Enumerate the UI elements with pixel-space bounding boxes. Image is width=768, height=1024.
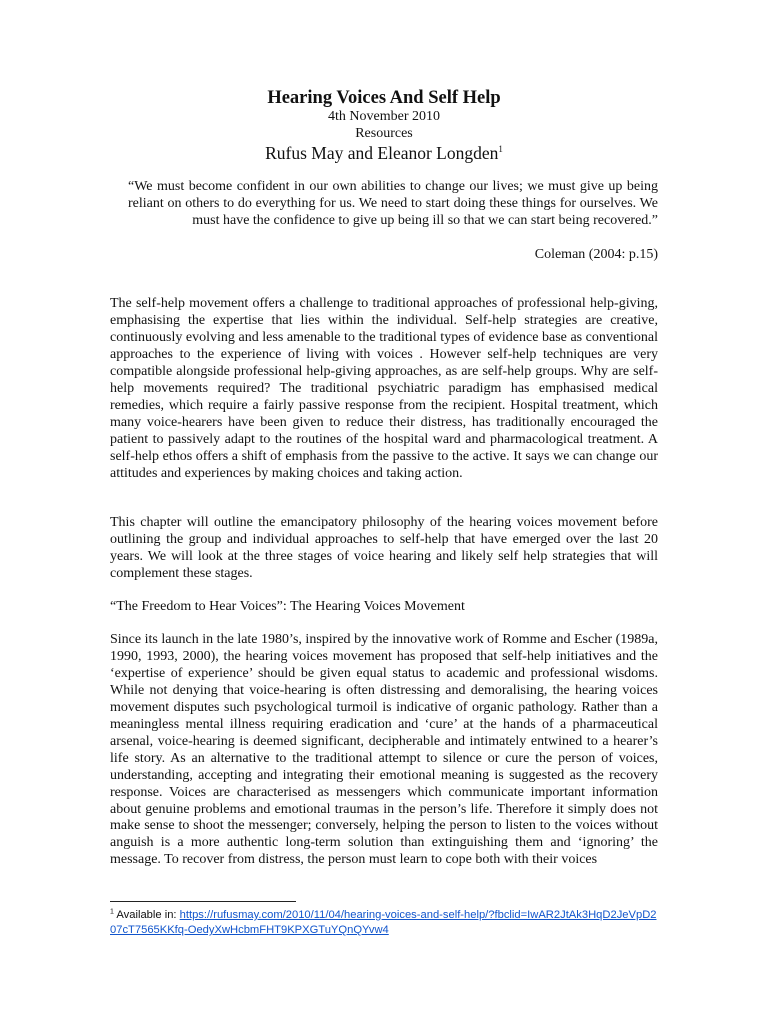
authors-line <box>0 142 768 164</box>
section-label: Resources <box>355 126 413 141</box>
footnote <box>110 908 658 938</box>
body-paragraph: The self-help movement offers a challenge to traditional approaches of professional help-giving, emphasising the expertise that lies within the individual. Self-help strategies are creative, continuously evolving and less amenable to the traditional types of evidence base as conventional approaches to the experience of living with voices . However self-help techniques are very compatible alongside professional help-giving approaches, as are self-help groups. Why are self-help movements required? The traditional psychiatric paradigm has emphasised medical remedies, which require a fairly passive response from the recipient. Hospital treatment, which many voice-hearers have been given to reduce their distress, has traditionally encouraged the patient to passively adapt to the routines of the hospital ward and pharmacological treatment. A self-help ethos offers a shift of emphasis from the passive to the active. It says we can change our attitudes and experiences by making choices and taking action. <box>110 296 658 481</box>
body-paragraph: Since its launch in the late 1980’s, inspired by the innovative work of Romme and Escher (1989a, 1990, 1993, 2000), the hearing voices movement has proposed that self-help initiatives and the ‘expertise of experience’ should be given equal status to academic and professional wisdoms. While not denying that voice-hearing is often distressing and demoralising, the hearing voices movement disputes such psychological turmoil is indicative of organic pathology. Rather than a meaningless mental illness requiring eradication and ‘cure’ at the hands of a pharmaceutical arsenal, voice-hearing is deemed significant, decipherable and intimately entwined to a hearer’s life story. As an alternative to the traditional attempt to silence or cure the person of voices, understanding, accepting and integrating their emotional meaning is suggested as the recovery response. Voices are characterised as messengers which communicate important information about genuine problems and emotional traumas in the person’s life. Therefore it simply does not make sense to shoot the messenger; conversely, helping the person to listen to the voices without anguish is a more authentic long-term solution than extinguishing them and ‘ignoring’ the message. To recover from distress, the person must learn to cope both with their voices <box>110 632 658 868</box>
body-paragraph: This chapter will outline the emancipatory philosophy of the hearing voices movement before outlining the group and individual approaches to self-help that have emerged over the last 20 years. We will look at the three stages of voice hearing and likely self help strategies that will complement these stages. <box>110 515 658 581</box>
footnote-separator <box>110 901 296 902</box>
footnote-link[interactable]: https://rufusmay.com/2010/11/04/hearing-voices-and-self-help/?fbclid=IwAR2JtAk3HqD2JeVpD207cT7565KKfq-OedyXwHcbmFHT9KPXGTuYQnQYvw4 <box>110 909 657 936</box>
author-footnote-mark: 1 <box>498 144 503 155</box>
footnote-prefix: Available in: <box>116 909 177 921</box>
epigraph-citation: Coleman (2004: p.15) <box>534 247 658 262</box>
footnote-mark: 1 <box>110 908 114 916</box>
section-heading: “The Freedom to Hear Voices”: The Hearing Voices Movement <box>110 599 465 614</box>
epigraph-quote: “We must become confident in our own abilities to change our lives; we must give up being reliant on others to do everything for us. We need to start doing these things for ourselves. We must have the confidence to give up being ill so that we can start being recovered.” <box>128 179 658 228</box>
document-title: Hearing Voices And Self Help <box>267 88 501 108</box>
document-date: 4th November 2010 <box>328 109 440 124</box>
authors-text: Rufus May and Eleanor Longden <box>265 143 499 163</box>
